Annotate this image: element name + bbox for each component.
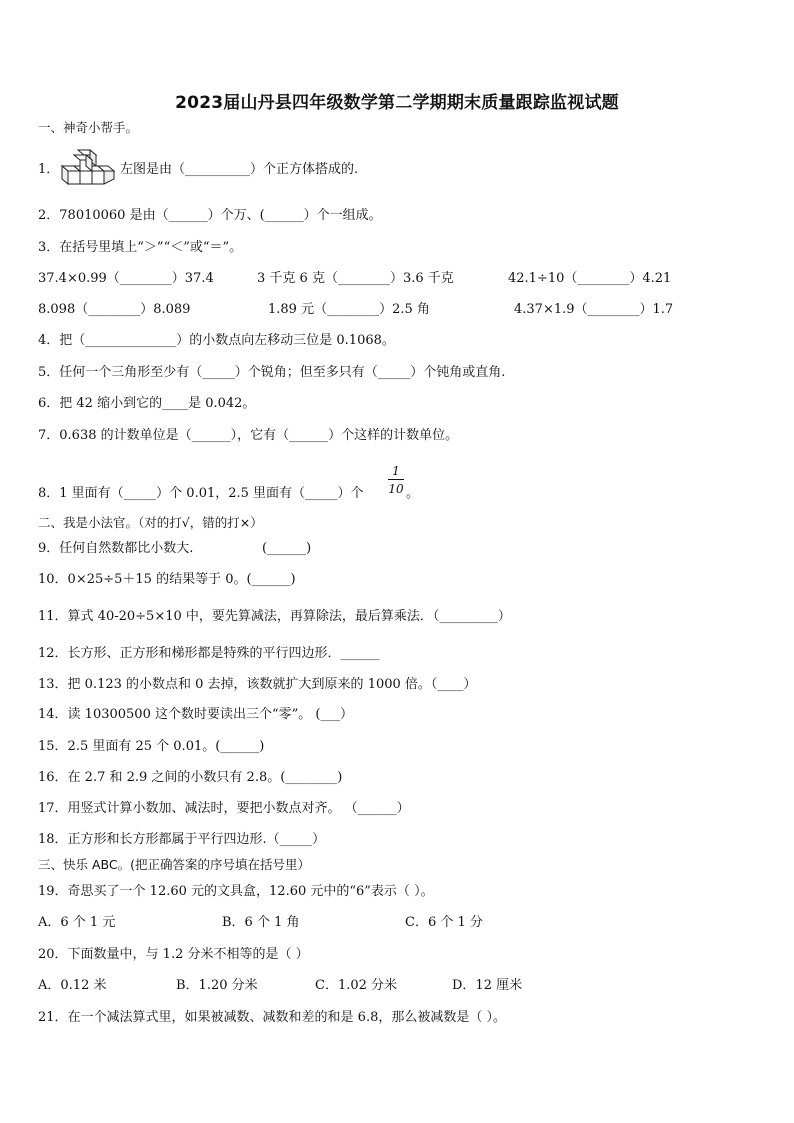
q3-item-2: 3 千克 6 克（________）3.6 千克 [257, 271, 454, 286]
q13-text: 13．把 0.123 的小数点和 0 去掉，该数就扩大到原来的 1000 倍。（____） [38, 677, 477, 692]
q2-text: 2．78010060 是由（______）个万、(______）个一组成。 [38, 208, 382, 223]
q20-option-b: B．1.20 分米 [176, 978, 258, 993]
q9-blank: (______) [262, 541, 312, 556]
q8-fraction-denominator: 10 [388, 482, 404, 496]
q8-text: 8．1 里面有（_____）个 0.01，2.5 里面有（_____）个 [38, 486, 364, 501]
section-1-heading: 一、神奇小帮手。 [38, 120, 139, 135]
q3-item-1: 37.4×0.99（________）37.4 [38, 271, 214, 286]
q20-option-c: C．1.02 分米 [315, 978, 398, 993]
q9-text: 9．任何自然数都比小数大. [38, 541, 194, 556]
page-title: 2023届山丹县四年级数学第二学期期末质量跟踪监视试题 [175, 93, 619, 113]
q3-item-5: 1.89 元（________）2.5 角 [268, 302, 430, 317]
q17-text: 17．用竖式计算小数加、减法时，要把小数点对齐。 （______） [38, 801, 410, 816]
q8-fraction-numerator: 1 [392, 464, 400, 478]
q1-text: 左图是由（__________）个正方体搭成的. [120, 162, 359, 177]
q3-text: 3．在括号里填上“＞”“＜”或“＝”。 [38, 240, 243, 255]
cube-stack-figure [58, 148, 118, 190]
q19-option-c: C．6 个 1 分 [405, 915, 483, 930]
q7-text: 7．0.638 的计数单位是（______），它有（______）个这样的计数单位。 [38, 428, 459, 443]
q1-number: 1． [38, 162, 60, 177]
section-3-heading: 三、快乐 ABC。(把正确答案的序号填在括号里） [38, 857, 310, 872]
q8-end: 。 [406, 486, 420, 501]
q8-fraction-bar [388, 479, 404, 480]
q3-item-3: 42.1÷10（________）4.21 [508, 271, 672, 286]
q3-item-6: 4.37×1.9（________）1.7 [514, 302, 674, 317]
q11-text: 11．算式 40-20÷5×10 中，要先算减法，再算除法，最后算乘法．（_________） [38, 609, 511, 624]
q20-text: 20．下面数量中，与 1.2 分米不相等的是（ ） [38, 947, 309, 962]
q20-option-a: A．0.12 米 [38, 978, 107, 993]
q16-text: 16．在 2.7 和 2.9 之间的小数只有 2.8。(________) [38, 770, 343, 785]
q19-text: 19．奇思买了一个 12.60 元的文具盒，12.60 元中的“6”表示（ ）。 [38, 884, 434, 899]
q4-text: 4．把（______________）的小数点向左移动三位是 0.1068。 [38, 333, 395, 348]
q3-item-4: 8.098（________）8.089 [38, 302, 191, 317]
q20-option-d: D．12 厘米 [452, 978, 523, 993]
section-2-heading: 二、我是小法官。（对的打√，错的打×） [38, 515, 263, 530]
q12-text: 12．长方形、正方形和梯形都是特殊的平行四边形．______ [38, 646, 380, 661]
q15-text: 15．2.5 里面有 25 个 0.01。(______) [38, 739, 265, 754]
q19-option-b: B．6 个 1 角 [222, 915, 300, 930]
q21-text: 21．在一个减法算式里，如果被减数、减数和差的和是 6.8，那么被减数是（ ）。 [38, 1010, 506, 1025]
q6-text: 6．把 42 缩小到它的____是 0.042。 [38, 396, 256, 411]
q19-option-a: A．6 个 1 元 [38, 915, 116, 930]
q10-text: 10．0×25÷5＋15 的结果等于 0。(______) [38, 572, 296, 587]
q5-text: 5．任何一个三角形至少有（_____）个锐角；但至多只有（_____）个钝角或直角. [38, 365, 506, 380]
q18-text: 18．正方形和长方形都属于平行四边形.（_____） [38, 832, 326, 847]
q14-text: 14．读 10300500 这个数时要读出三个“零”。 (___） [38, 707, 353, 722]
